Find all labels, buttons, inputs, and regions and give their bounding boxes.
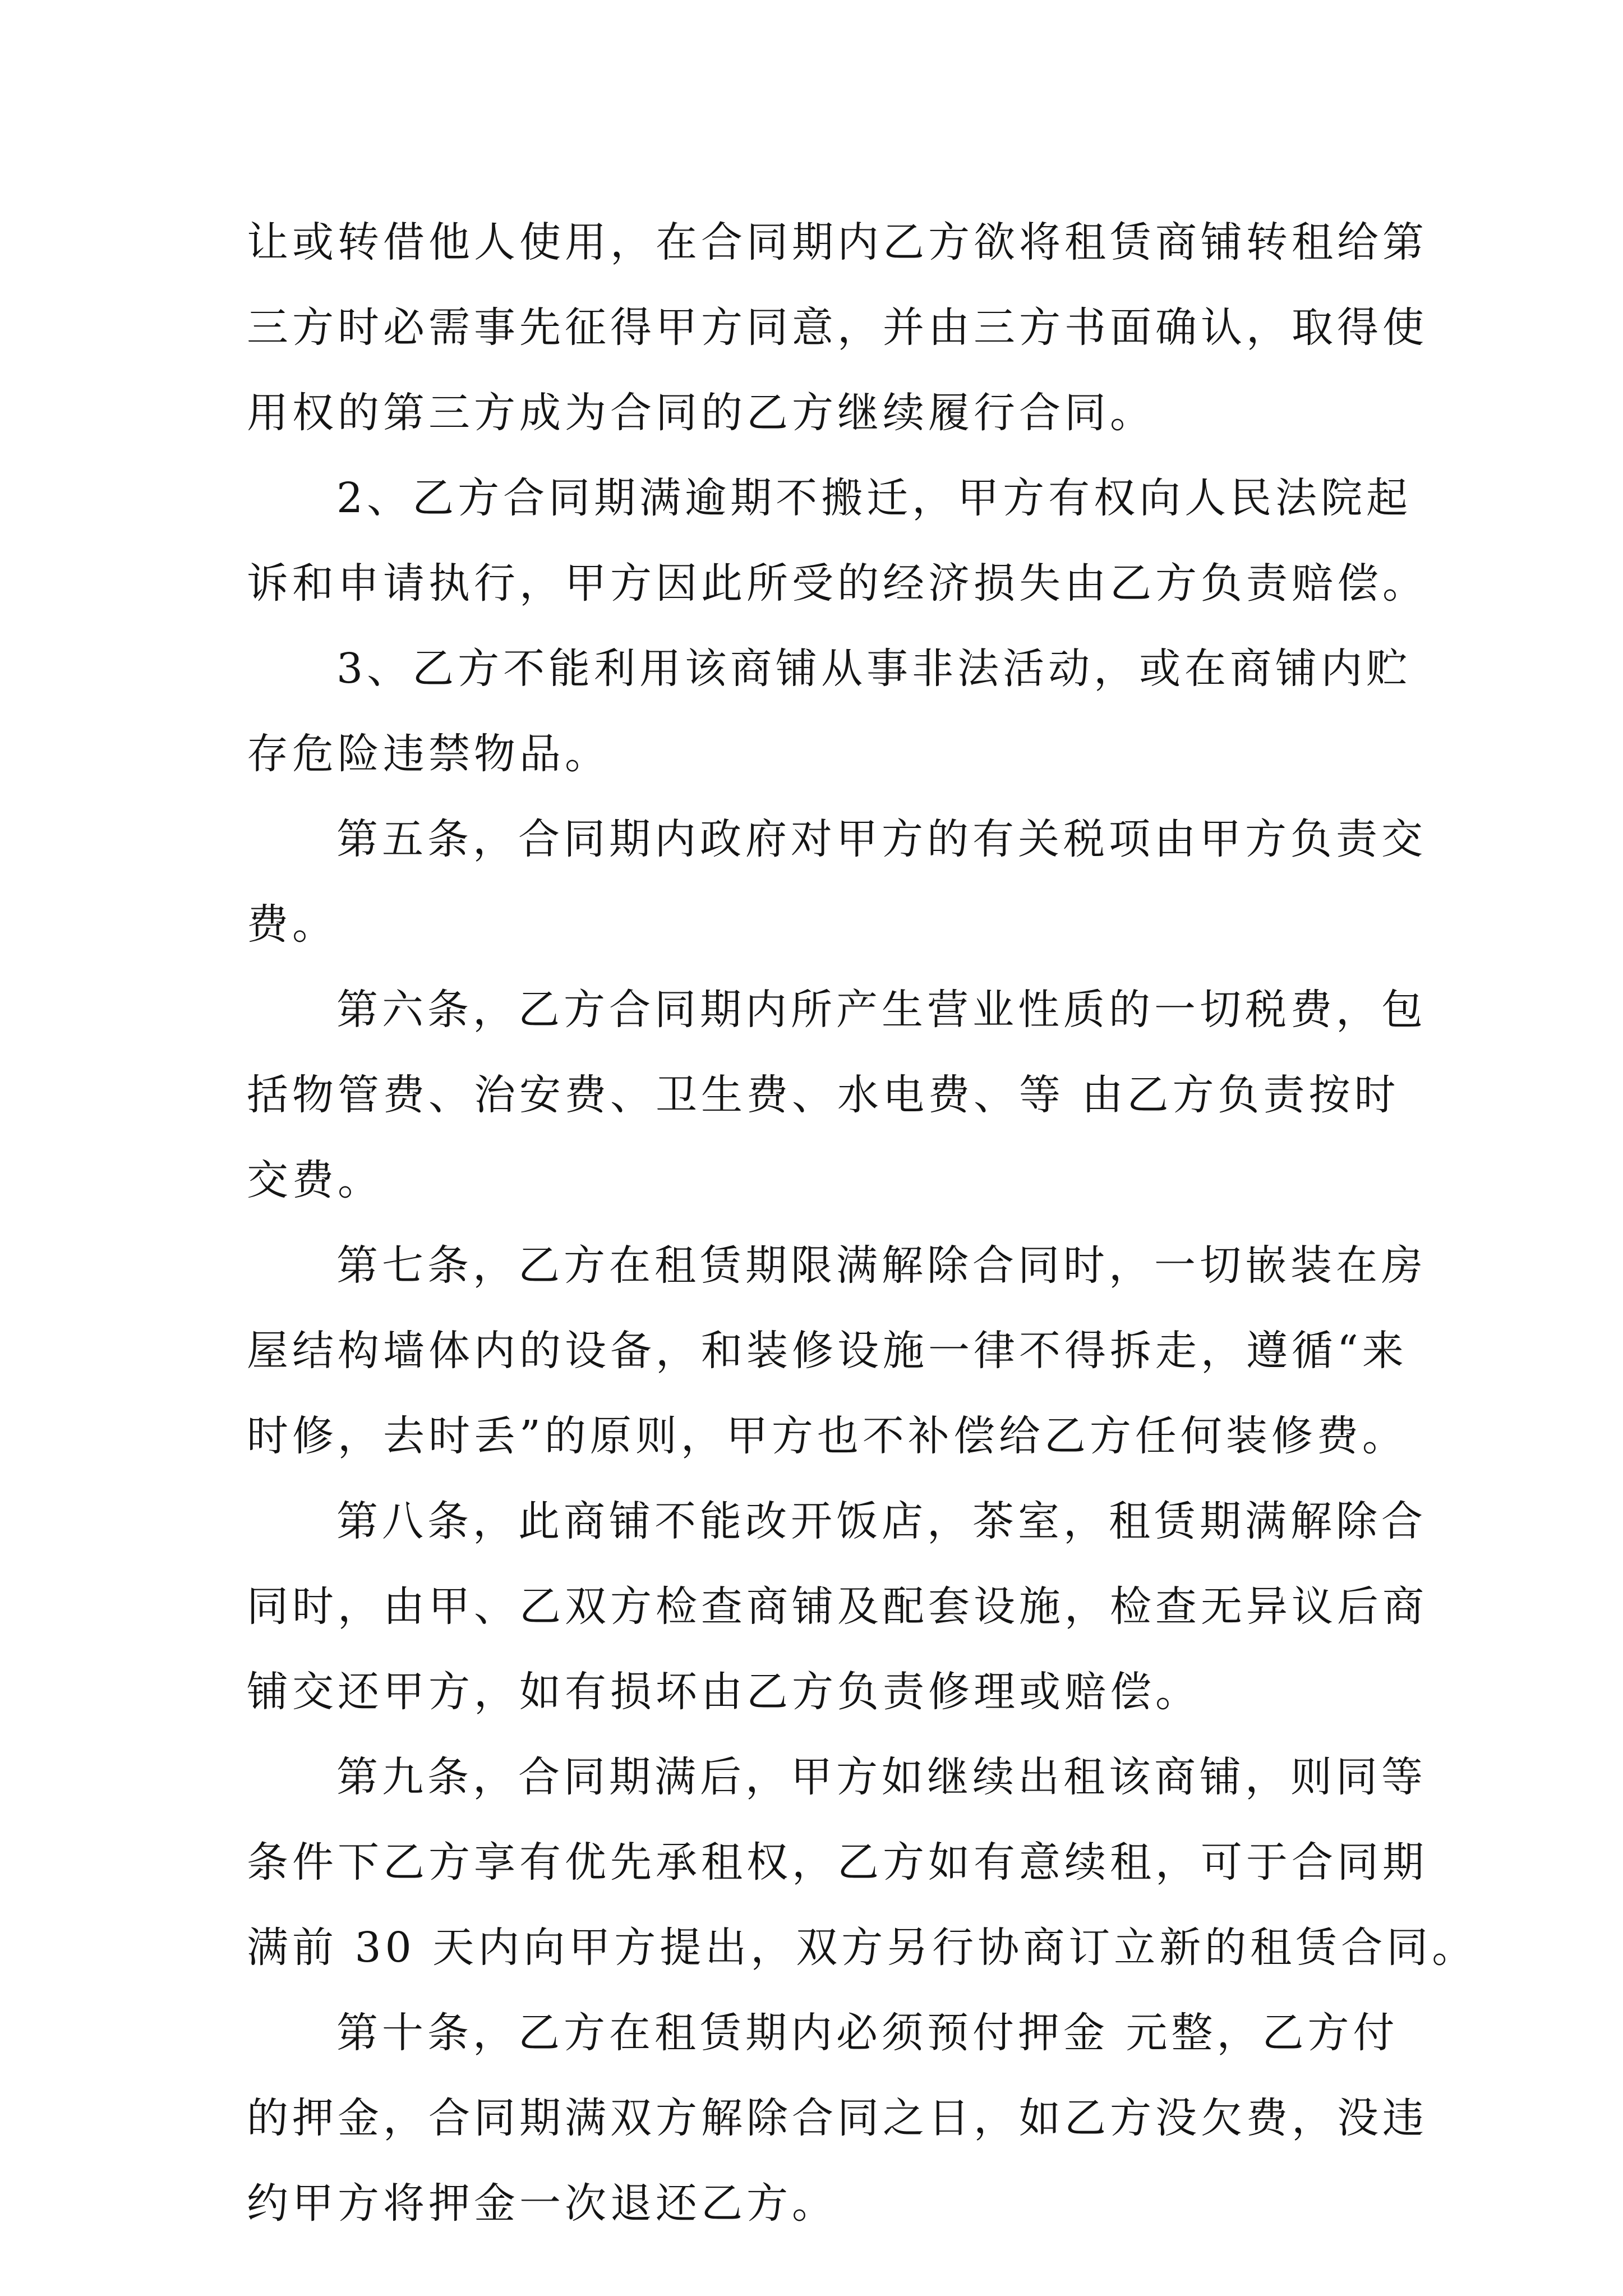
paragraph xyxy=(247,1479,1428,1734)
text-line: 让或转借他人使用，在合同期内乙方欲将租赁商铺转租给第 xyxy=(247,218,1428,266)
text-line: 用权的第三方成为合同的乙方继续履行合同。 xyxy=(247,389,1155,437)
text-line: 存危险违禁物品。 xyxy=(247,730,610,778)
text-line: 时修，去时丢”的原则，甲方也不补偿给乙方任何装修费。 xyxy=(247,1412,1408,1460)
paragraph xyxy=(247,626,1412,797)
text-line: 的押金，合同期满双方解除合同之日，如乙方没欠费，没违 xyxy=(247,2094,1428,2142)
text-line: 第七条，乙方在租赁期限满解除合同时，一切嵌装在房 xyxy=(336,1241,1427,1290)
text-line: 铺交还甲方，如有损坏由乙方负责修理或赔偿。 xyxy=(247,1668,1201,1716)
paragraph xyxy=(247,1223,1427,1479)
text-line: 条件下乙方享有优先承租权，乙方如有意续租，可于合同期 xyxy=(247,1838,1428,1887)
text-line: 交费。 xyxy=(247,1156,383,1204)
text-line: 第五条，合同期内政府对甲方的有关税项由甲方负责交 xyxy=(336,815,1427,863)
text-line: 费。 xyxy=(247,900,338,949)
text-line: 同时，由甲、乙双方检查商铺及配套设施，检查无异议后商 xyxy=(247,1582,1428,1631)
text-line: 约甲方将押金一次退还乙方。 xyxy=(247,2179,837,2228)
text-line: 屋结构墙体内的设备，和装修设施一律不得拆走，遵循“来 xyxy=(247,1327,1408,1375)
text-line: 满前 30 天内向甲方提出，双方另行协商订立新的租赁合同。 xyxy=(247,1924,1478,1972)
paragraph xyxy=(247,797,1427,967)
text-line: 第六条，乙方合同期内所产生营业性质的一切税费，包 xyxy=(336,986,1427,1034)
paragraph xyxy=(247,967,1427,1223)
document-body xyxy=(247,200,1478,2246)
text-line: 第八条，此商铺不能改开饭店，茶室，租赁期满解除合 xyxy=(336,1497,1427,1545)
text-line: 三方时必需事先征得甲方同意，并由三方书面确认，取得使 xyxy=(247,303,1428,352)
paragraph xyxy=(247,1734,1478,1990)
text-line: 第九条，合同期满后，甲方如继续出租该商铺，则同等 xyxy=(336,1753,1427,1801)
paragraph xyxy=(247,1990,1428,2246)
text-line: 括物管费、治安费、卫生费、水电费、等 由乙方负责按时 xyxy=(247,1071,1400,1119)
text-line: 2、乙方合同期满逾期不搬迁，甲方有权向人民法院起 xyxy=(336,474,1412,522)
paragraph xyxy=(247,200,1428,455)
text-line: 诉和申请执行，甲方因此所受的经济损失由乙方负责赔偿。 xyxy=(247,559,1428,608)
paragraph xyxy=(247,455,1428,626)
text-line: 3、乙方不能利用该商铺从事非法活动，或在商铺内贮 xyxy=(336,645,1412,693)
text-line: 第十条，乙方在租赁期内必须预付押金 元整，乙方付 xyxy=(336,2009,1399,2057)
